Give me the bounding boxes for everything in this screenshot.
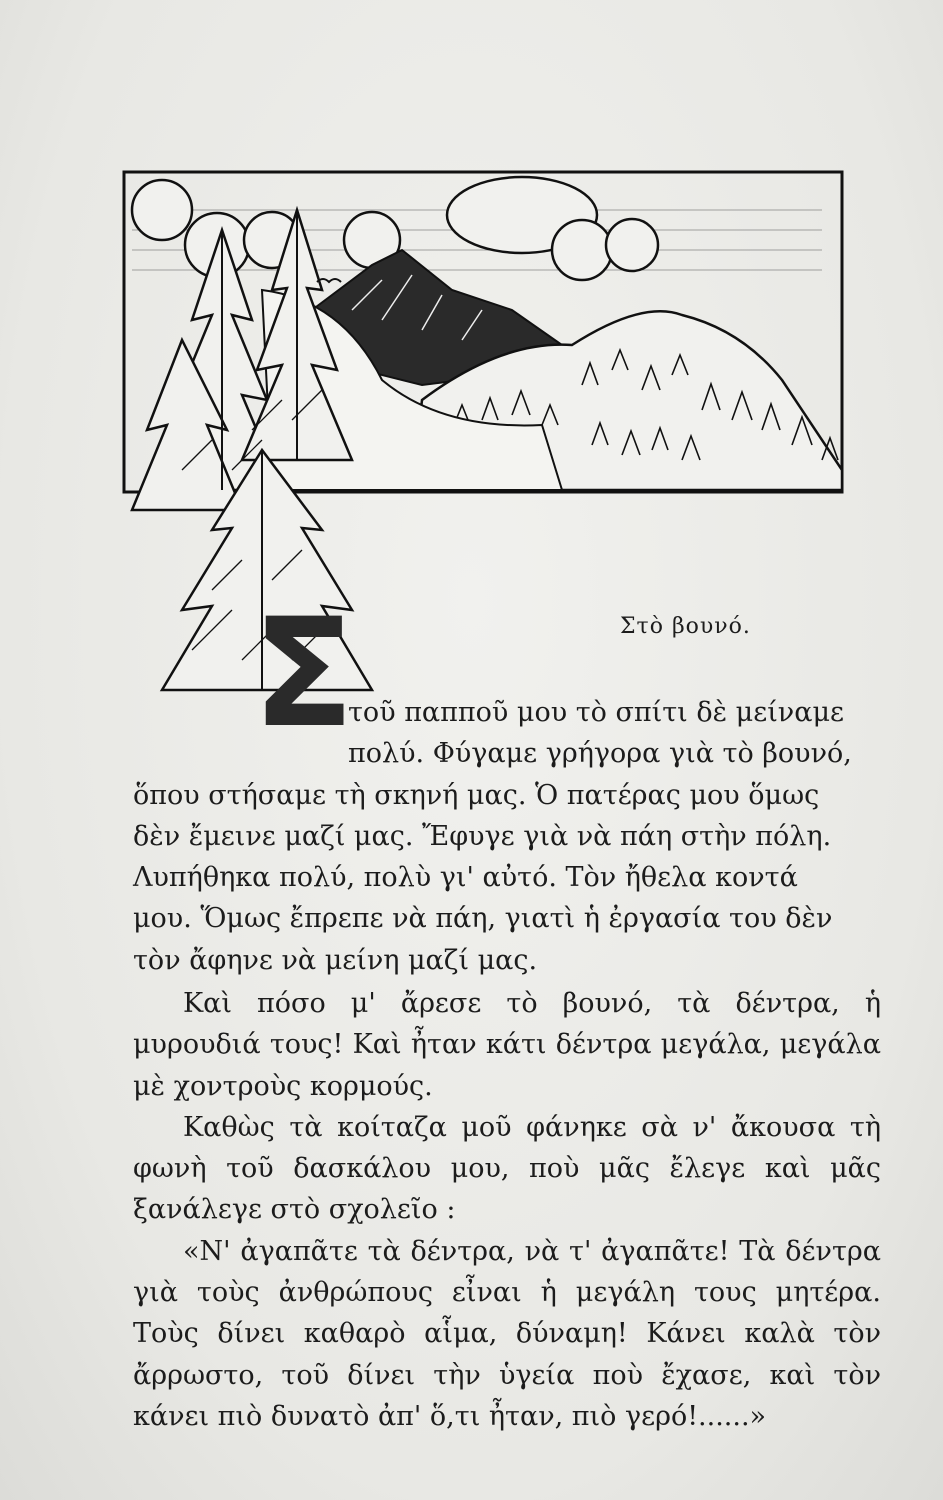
- mountain-forest-illustration: [122, 170, 844, 730]
- paragraph-1: [133, 692, 881, 981]
- paragraph-1-line: ὅπου στήσαμε τὴ σκηνή μας. Ὁ πατέρας μου ὅμως: [133, 779, 820, 811]
- paragraph-2: Καὶ πόσο μ' ἄρεσε τὸ βουνό, τὰ δέντρα, ἡ μυρουδιά τους! Καὶ ἦταν κάτι δέντρα μεγάλα, μεγάλα μὲ χοντροὺς κορμούς.: [133, 988, 881, 1102]
- paragraph-3: Καθὼς τὰ κοίταζα μοῦ φάνηκε σὰ ν' ἄκουσα τὴ φωνὴ τοῦ δασκάλου μου, ποὺ μᾶς ἔλεγε καὶ μᾶς ξανάλεγε στὸ σχολεῖο :: [133, 1111, 881, 1226]
- illustration-caption: Στὸ βουνό.: [620, 614, 751, 639]
- paragraph-1-line: μου. Ὅμως ἔπρεπε νὰ πάη, γιατὶ ἡ ἐργασία του δὲν: [133, 903, 833, 935]
- paragraph-1-line: Λυπήθηκα πολύ, πολὺ γι' αὐτό. Τὸν ἤθελα κοντά: [133, 862, 798, 894]
- body-text: [133, 983, 881, 1437]
- paragraph-1-line: πολύ. Φύγαμε γρήγορα γιὰ τὸ βουνό,: [348, 738, 852, 770]
- paragraph-1-line: δὲν ἔμεινε μαζί μας. Ἔφυγε γιὰ νὰ πάη στὴν πόλη.: [133, 820, 832, 852]
- paragraph-4: «Ν' ἀγαπᾶτε τὰ δέντρα, νὰ τ' ἀγαπᾶτε! Τὰ δέντρα γιὰ τοὺς ἀνθρώπους εἶναι ἡ μεγάλη τους μητέρα. Τοὺς δίνει καθαρὸ αἷμα, δύναμη! Κάνει καλὰ τὸν ἄρρωστο, τοῦ δίνει τὴν ὑγεία ποὺ ἔχασε, καὶ τὸν κάνει πιὸ δυνατὸ ἀπ' ὅ,τι ἦταν, πιὸ γερό!......»: [133, 1235, 881, 1432]
- paragraph-1-line: τοῦ παπποῦ μου τὸ σπίτι δὲ μείναμε: [348, 697, 844, 728]
- woodcut-image: [122, 170, 844, 730]
- paragraph-1-line: τὸν ἄφηνε νὰ μείνη μαζί μας.: [133, 944, 538, 976]
- drop-cap: Σ: [252, 587, 355, 730]
